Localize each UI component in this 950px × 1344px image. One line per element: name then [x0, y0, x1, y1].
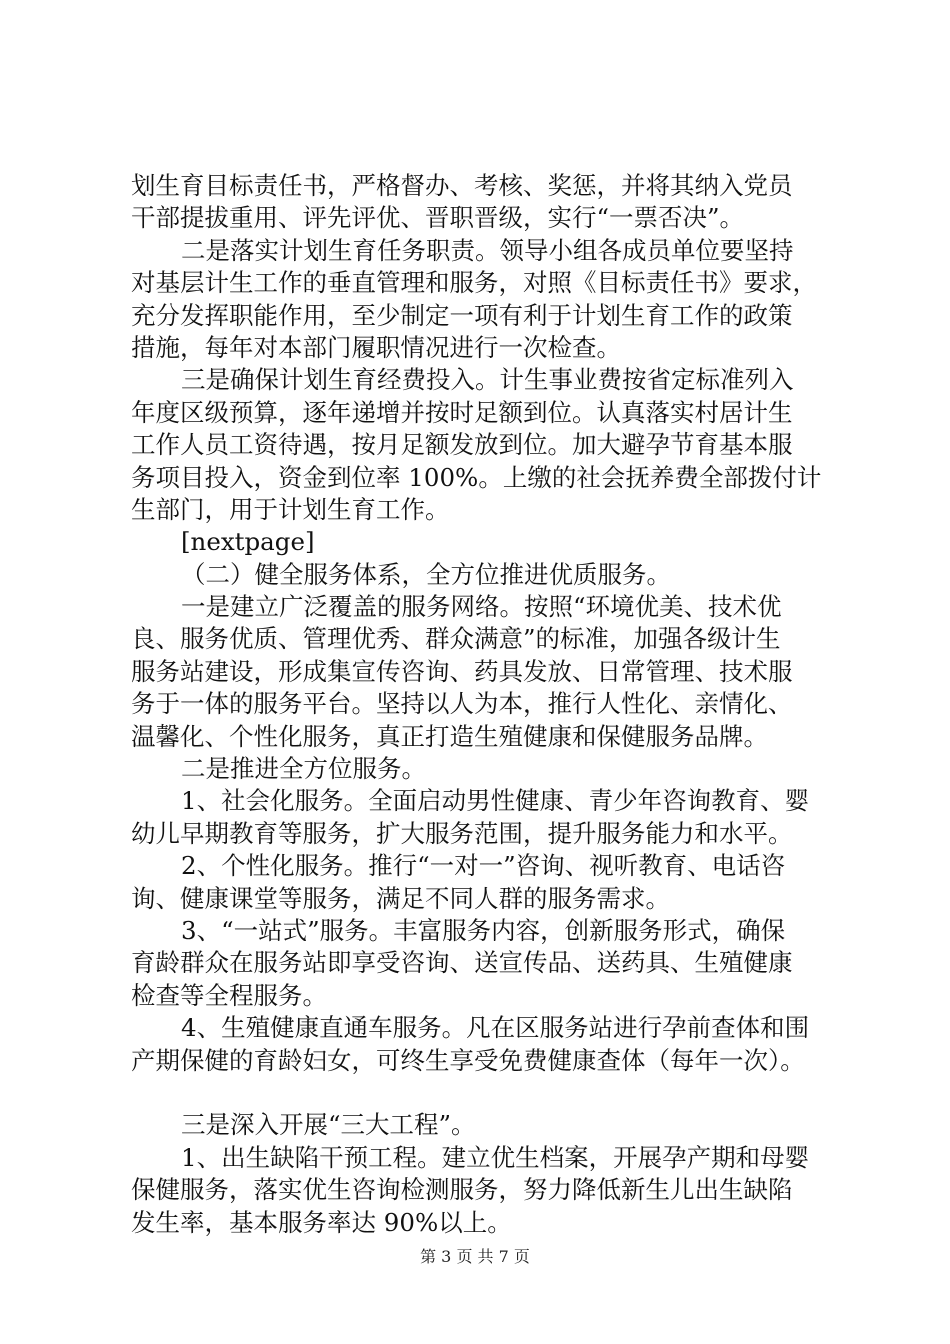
text-line: 发生率，基本服务率达 90%以上。 [131, 1207, 512, 1237]
paragraph-start-line: 三是深入开展“三大工程”。 [181, 1110, 476, 1140]
paragraph-start-line: 一是建立广泛覆盖的服务网络。按照“环境优美、技术优 [181, 592, 782, 622]
document-body [131, 170, 831, 1239]
text-line: 温馨化、个性化服务，真正打造生殖健康和保健服务品牌。 [131, 721, 768, 751]
text-line: 产期保健的育龄妇女，可终生享受免费健康查体（每年一次）。 [131, 1045, 805, 1075]
paragraph-start-line: 3、“一站式”服务。丰富服务内容，创新服务形式，确保 [181, 915, 786, 945]
section-heading: （二）健全服务体系，全方位推进优质服务。 [181, 559, 671, 589]
text-line: 检查等全程服务。 [131, 980, 327, 1010]
text-line: 良、服务优质、管理优秀、群众满意”的标准，加强各级计生 [131, 624, 781, 654]
paragraph-start-line: 4、生殖健康直通车服务。凡在区服务站进行孕前查体和围 [181, 1013, 810, 1043]
text-line: 措施，每年对本部门履职情况进行一次检查。 [131, 332, 621, 362]
paragraph-start-line: 二是落实计划生育任务职责。领导小组各成员单位要坚持 [181, 235, 794, 265]
paragraph-start-line: 2、个性化服务。推行“一对一”咨询、视听教育、电话咨 [181, 851, 786, 881]
paragraph-start-line: 三是确保计划生育经费投入。计生事业费按省定标准列入 [181, 365, 794, 395]
text-line: 划生育目标责任书，严格督办、考核、奖惩，并将其纳入党员 [131, 171, 793, 200]
text-line: 务于一体的服务平台。坚持以人为本，推行人性化、亲情化、 [131, 689, 793, 719]
page-number-footer: 第 3 页 共 7 页 [420, 1247, 530, 1266]
text-line: 服务站建设，形成集宣传咨询、药具发放、日常管理、技术服 [131, 656, 793, 686]
text-line: 生部门，用于计划生育工作。 [131, 494, 450, 524]
nextpage-marker: [nextpage] [181, 527, 315, 557]
blank-line [131, 1077, 831, 1109]
paragraph-start-line: 二是推进全方位服务。 [181, 754, 426, 784]
text-line: 年度区级预算，逐年递增并按时足额到位。认真落实村居计生 [131, 397, 793, 427]
text-line: 务项目投入，资金到位率 100%。上缴的社会抚养费全部拨付计 [131, 462, 822, 492]
text-line: 育龄群众在服务站即享受咨询、送宣传品、送药具、生殖健康 [131, 948, 793, 978]
text-line: 保健服务，落实优生咨询检测服务，努力降低新生儿出生缺陷 [131, 1175, 793, 1205]
text-line: 干部提拔重用、评先评优、晋职晋级，实行“一票否决”。 [131, 203, 745, 233]
text-line: 对基层计生工作的垂直管理和服务，对照《目标责任书》要求， [131, 268, 817, 298]
paragraph-start-line: 1、社会化服务。全面启动男性健康、青少年咨询教育、婴 [181, 786, 810, 816]
paragraph-start-line: 1、出生缺陷干预工程。建立优生档案，开展孕产期和母婴 [181, 1142, 810, 1172]
text-line: 询、健康课堂等服务，满足不同人群的服务需求。 [131, 883, 670, 913]
text-line: 幼儿早期教育等服务，扩大服务范围，提升服务能力和水平。 [131, 818, 793, 848]
text-line: 充分发挥职能作用，至少制定一项有利于计划生育工作的政策 [131, 300, 793, 330]
text-line: 工作人员工资待遇，按月足额发放到位。加大避孕节育基本服 [131, 430, 793, 460]
